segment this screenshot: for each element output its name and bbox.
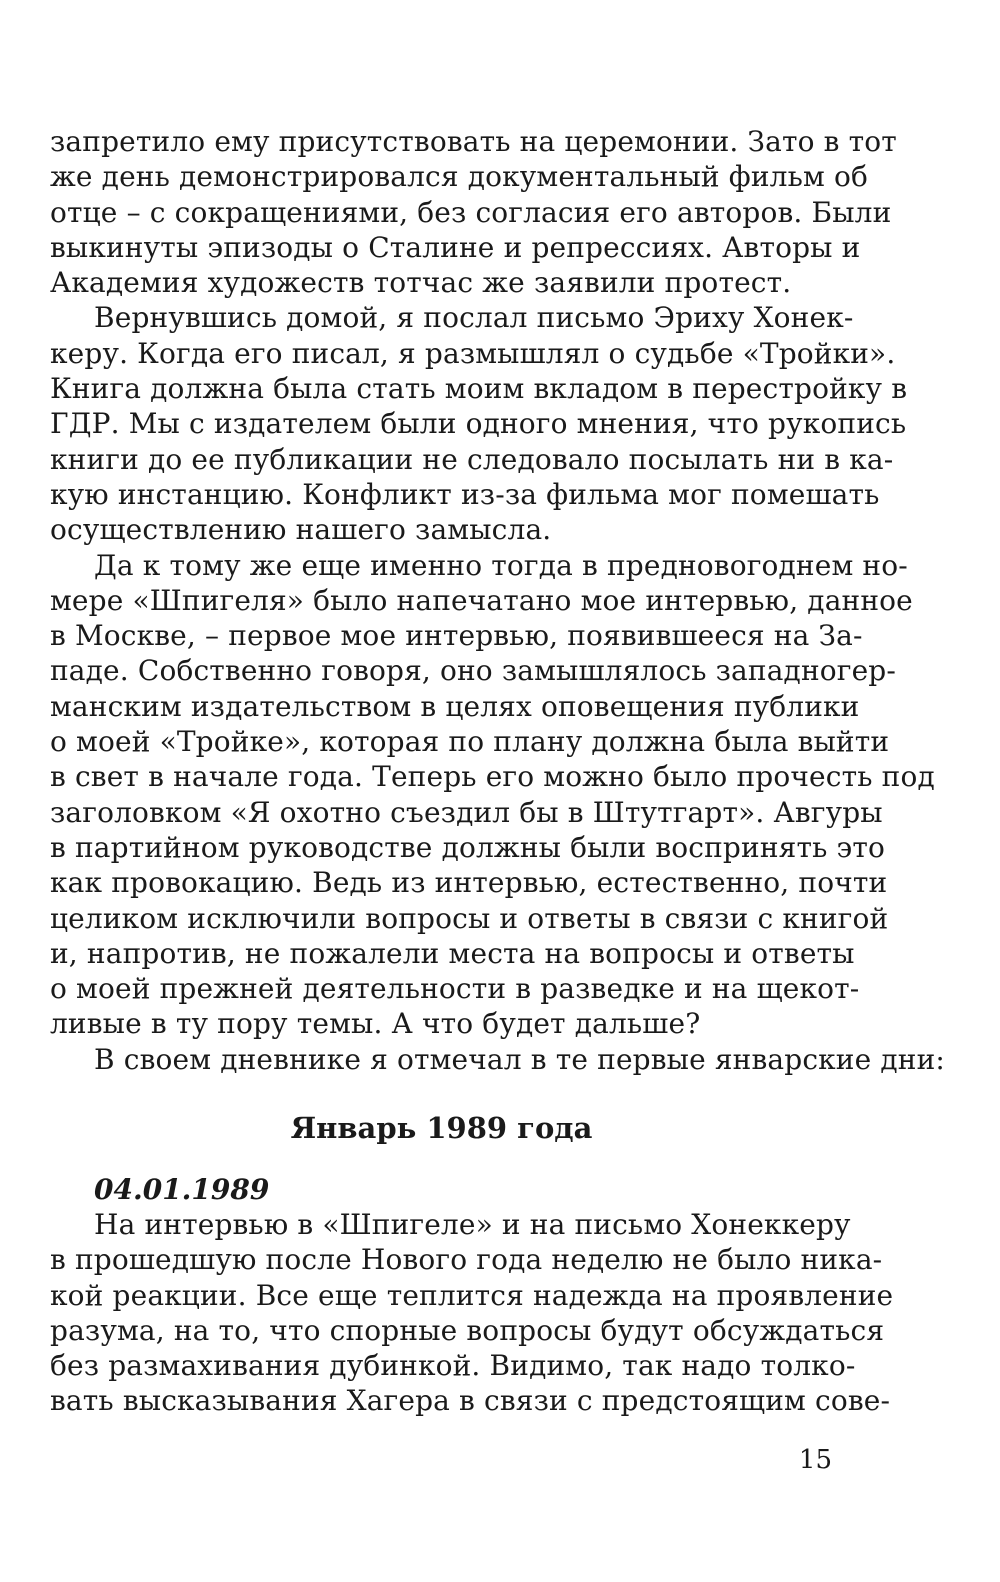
text-line: отце – с сокращениями, без согласия его авторов. Были bbox=[50, 195, 892, 229]
text-line: заголовком «Я охотно съездил бы в Штутгарт». Авгуры bbox=[50, 795, 883, 829]
diary-entry-text bbox=[50, 1207, 894, 1419]
diary-entry-date: 04.01.1989 bbox=[94, 1173, 270, 1206]
text-line: кую инстанцию. Конфликт из-за фильма мог помешать bbox=[50, 477, 880, 511]
text-line: о моей «Тройке», которая по плану должна была выйти bbox=[50, 725, 890, 759]
text-line: о моей прежней деятельности в разведке и на щекот- bbox=[50, 972, 860, 1006]
text-line: манским издательством в целях оповещения публики bbox=[50, 689, 860, 723]
text-line: в Москве, – первое мое интервью, появившееся на За- bbox=[50, 619, 863, 653]
text-line: целиком исключили вопросы и ответы в связи с книгой bbox=[50, 901, 889, 935]
text-line: как провокацию. Ведь из интервью, естественно, почти bbox=[50, 866, 888, 900]
text-line: Академия художеств тотчас же заявили протест. bbox=[50, 266, 792, 300]
text-line: разума, на то, что спорные вопросы будут обсуждаться bbox=[50, 1313, 885, 1347]
text-line: выкинуты эпизоды о Сталине и репрессиях. Авторы и bbox=[50, 230, 861, 264]
text-line: ГДР. Мы с издателем были одного мнения, что рукопись bbox=[50, 407, 907, 441]
text-line: в прошедшую после Нового года неделю не было ника- bbox=[50, 1243, 883, 1277]
text-line: вать высказывания Хагера в связи с предстоящим сове- bbox=[50, 1384, 891, 1418]
text-line: же день демонстрировался документальный фильм об bbox=[50, 160, 868, 194]
text-line: На интервью в «Шпигеле» и на письмо Хонеккеру bbox=[94, 1208, 851, 1241]
text-line: паде. Собственно говоря, оно замышлялось западногер- bbox=[50, 654, 896, 688]
body-text bbox=[50, 124, 945, 1077]
text-line: осуществлению нашего замысла. bbox=[50, 513, 552, 547]
text-line: ливые в ту пору темы. А что будет дальше? bbox=[50, 1007, 701, 1041]
text-line: кой реакции. Все еще теплится надежда на проявление bbox=[50, 1278, 894, 1312]
page-number: 15 bbox=[798, 1445, 832, 1475]
text-line: в партийном руководстве должны были воспринять это bbox=[50, 830, 886, 864]
text-line: Книга должна была стать моим вкладом в перестройку в bbox=[50, 372, 908, 406]
text-line: В своем дневнике я отмечал в те первые январские дни: bbox=[94, 1042, 945, 1076]
text-line: Вернувшись домой, я послал письмо Эриху Хонек- bbox=[94, 301, 854, 335]
section-heading: Январь 1989 года bbox=[290, 1111, 593, 1145]
text-line: запретило ему присутствовать на церемонии. Зато в тот bbox=[50, 125, 897, 158]
text-line: в свет в начале года. Теперь его можно было прочесть под bbox=[50, 760, 935, 794]
text-line: мере «Шпигеля» было напечатано мое интервью, данное bbox=[50, 583, 913, 617]
text-line: Да к тому же еще именно тогда в предновогоднем но- bbox=[94, 548, 908, 582]
text-line: керу. Когда его писал, я размышлял о судьбе «Тройки». bbox=[50, 336, 896, 370]
text-line: книги до ее публикации не следовало посылать ни в ка- bbox=[50, 442, 894, 476]
text-line: и, напротив, не пожалели места на вопросы и ответы bbox=[50, 936, 855, 970]
text-line: без размахивания дубинкой. Видимо, так надо толко- bbox=[50, 1349, 856, 1383]
